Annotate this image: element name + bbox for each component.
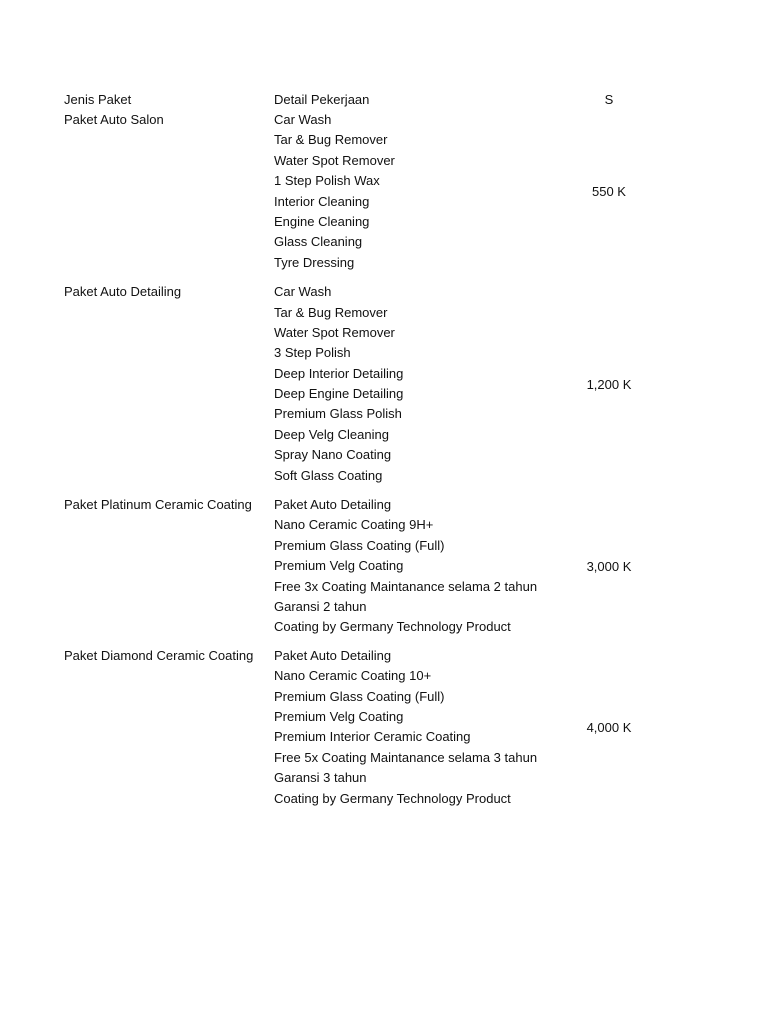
package-item: Soft Glass Coating bbox=[274, 467, 383, 483]
price-list-sheet bbox=[64, 89, 684, 809]
package-price bbox=[574, 282, 644, 486]
package-item: Spray Nano Coating bbox=[274, 447, 392, 463]
package-item: Interior Cleaning bbox=[274, 193, 370, 209]
package-item: Tar & Bug Remover bbox=[274, 132, 388, 148]
package-item: Glass Cleaning bbox=[274, 234, 363, 250]
package-item: Free 5x Coating Maintanance selama 3 tahun bbox=[274, 749, 538, 765]
package-row-auto-detailing bbox=[64, 282, 684, 486]
header-work-detail: Detail Pekerjaan bbox=[274, 92, 370, 107]
package-item: Water Spot Remover bbox=[274, 152, 395, 168]
package-item: Coating by Germany Technology Product bbox=[274, 790, 511, 806]
package-item: Nano Ceramic Coating 9H+ bbox=[274, 517, 434, 533]
package-item: Car Wash bbox=[274, 112, 332, 127]
package-name: Paket Diamond Ceramic Coating bbox=[64, 647, 254, 663]
package-item: Car Wash bbox=[274, 284, 332, 300]
package-item: Premium Interior Ceramic Coating bbox=[274, 729, 471, 745]
package-item: Premium Velg Coating bbox=[274, 708, 404, 724]
package-item: Deep Interior Detailing bbox=[274, 365, 404, 381]
package-item: 1 Step Polish Wax bbox=[274, 173, 380, 189]
package-row-diamond-ceramic-coating bbox=[64, 646, 684, 809]
header-price: S bbox=[604, 92, 614, 107]
package-price bbox=[574, 495, 644, 638]
package-item: Paket Auto Detailing bbox=[274, 497, 392, 513]
package-item: Garansi 3 tahun bbox=[274, 770, 367, 786]
header-package-type: Jenis Paket bbox=[64, 92, 132, 107]
package-price-value: 1,200 K bbox=[586, 376, 632, 392]
package-items bbox=[274, 495, 574, 638]
package-items bbox=[274, 282, 574, 486]
package-item: Premium Glass Coating (Full) bbox=[274, 537, 445, 553]
package-row-platinum-ceramic-coating bbox=[64, 495, 684, 638]
package-price bbox=[574, 646, 644, 809]
package-name: Paket Auto Salon bbox=[64, 112, 164, 127]
header-row bbox=[64, 89, 684, 110]
package-item: 3 Step Polish bbox=[274, 345, 351, 361]
package-item: Premium Velg Coating bbox=[274, 558, 404, 574]
package-price-value: 4,000 K bbox=[586, 719, 632, 735]
package-price-value: 3,000 K bbox=[586, 558, 632, 574]
package-item: Deep Engine Detailing bbox=[274, 386, 404, 402]
package-row-auto-salon bbox=[64, 110, 684, 273]
package-item: Garansi 2 tahun bbox=[274, 598, 367, 614]
package-items bbox=[274, 110, 574, 273]
package-items bbox=[274, 646, 574, 809]
package-price-value: 550 K bbox=[592, 184, 626, 200]
package-item: Nano Ceramic Coating 10+ bbox=[274, 668, 432, 684]
package-item: Deep Velg Cleaning bbox=[274, 426, 389, 442]
package-item: Tar & Bug Remover bbox=[274, 304, 388, 320]
package-item: Coating by Germany Technology Product bbox=[274, 619, 511, 635]
package-item: Premium Glass Polish bbox=[274, 406, 402, 422]
package-item: Free 3x Coating Maintanance selama 2 tahun bbox=[274, 578, 538, 594]
package-item: Water Spot Remover bbox=[274, 324, 395, 340]
package-item: Tyre Dressing bbox=[274, 254, 355, 270]
package-price bbox=[574, 110, 644, 273]
package-name: Paket Platinum Ceramic Coating bbox=[64, 497, 252, 513]
package-item: Premium Glass Coating (Full) bbox=[274, 688, 445, 704]
package-item: Paket Auto Detailing bbox=[274, 647, 392, 663]
package-name: Paket Auto Detailing bbox=[64, 284, 182, 300]
package-item: Engine Cleaning bbox=[274, 213, 370, 229]
